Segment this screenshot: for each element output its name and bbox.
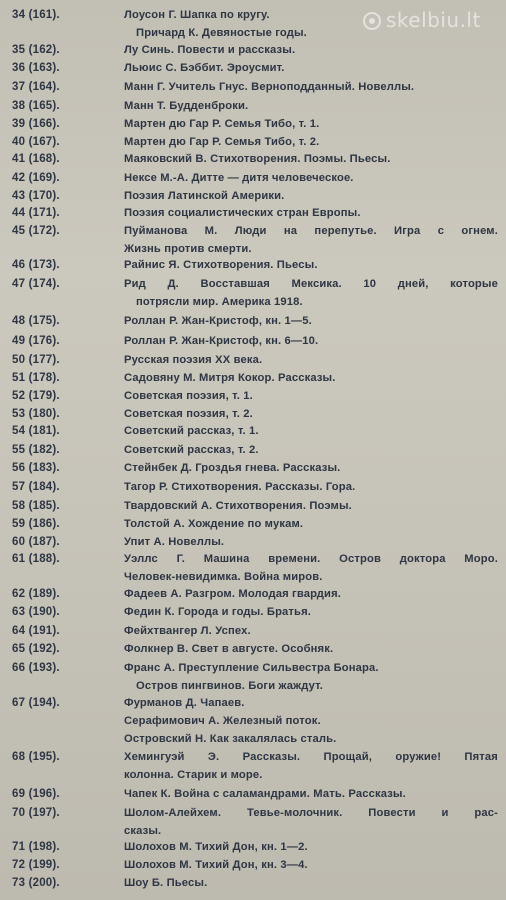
entry-line: Тагор Р. Стихотворения. Рассказы. Гора. [124, 481, 356, 493]
entry-line: Лоусон Г. Шапка по кругу. [124, 9, 270, 21]
entry-line: Пуйманова М. Люди на перепутье. Игра с огнем. [124, 225, 498, 237]
entry-line: колонна. Старик и море. [124, 769, 263, 781]
entry-number: 53 (180). [12, 408, 60, 420]
entry-line: Чапек К. Война с саламандрами. Мать. Рассказы. [124, 788, 406, 800]
entry-line: Федин К. Города и годы. Братья. [124, 606, 312, 618]
entry-text [124, 405, 498, 423]
entry-line: сказы. [124, 825, 162, 837]
entry-number: 39 (166). [12, 118, 60, 130]
entry-text [124, 332, 498, 350]
entry-number: 41 (168). [12, 153, 60, 165]
entry-line: Причард К. Девяностые годы. [136, 27, 307, 39]
entry-line: Льюис С. Бэббит. Эроусмит. [124, 62, 285, 74]
entry-line: Советская поэзия, т. 2. [124, 408, 253, 420]
entry-text [124, 422, 498, 440]
entry-number: 52 (179). [12, 390, 60, 402]
entry-number: 56 (183). [12, 462, 60, 474]
entry-number: 66 (193). [12, 662, 60, 674]
entry-line: Фадеев А. Разгром. Молодая гвардия. [124, 588, 342, 600]
entry-line: Райнис Я. Стихотворения. Пьесы. [124, 259, 318, 271]
entry-line: Поэзия Латинской Америки. [124, 190, 285, 202]
entry-line: Манн Г. Учитель Гнус. Верноподданный. Новеллы. [124, 81, 415, 93]
entry-line: Стейнбек Д. Гроздья гнева. Рассказы. [124, 462, 341, 474]
entry-number: 38 (165). [12, 100, 60, 112]
entry-number: 42 (169). [12, 172, 60, 184]
watermark [362, 8, 481, 32]
entry-number: 72 (199). [12, 859, 60, 871]
entry-text [124, 150, 498, 168]
entry-line: Манн Т. Будденброки. [124, 100, 249, 112]
watermark-text: skelbiu.lt [386, 8, 481, 32]
entry-line: Русская поэзия XX века. [124, 354, 263, 366]
entry-number: 47 (174). [12, 278, 60, 290]
entry-text [124, 804, 498, 840]
entry-number: 60 (187). [12, 536, 60, 548]
entry-text [124, 275, 498, 311]
entry-text [124, 222, 498, 258]
entry-line: Шолохов М. Тихий Дон, кн. 1—2. [124, 841, 308, 853]
entry-number: 70 (197). [12, 807, 60, 819]
entry-text [124, 622, 498, 640]
entry-line: Остров пингвинов. Боги жаждут. [136, 680, 323, 692]
entry-line: Упит А. Новеллы. [124, 536, 225, 548]
entry-line: Лу Синь. Повести и рассказы. [124, 44, 296, 56]
entry-text [124, 659, 498, 695]
entry-text [124, 838, 498, 856]
entry-number: 35 (162). [12, 44, 60, 56]
entry-line: Поэзия социалистических стран Европы. [124, 207, 361, 219]
entry-number: 64 (191). [12, 625, 60, 637]
entry-line: Роллан Р. Жан-Кристоф, кн. 6—10. [124, 335, 319, 347]
entry-number: 34 (161). [12, 9, 60, 21]
entry-number: 54 (181). [12, 425, 60, 437]
entry-text [124, 78, 498, 96]
entry-line: Шолохов М. Тихий Дон, кн. 3—4. [124, 859, 308, 871]
entry-line: Рид Д. Восставшая Мексика. 10 дней, которые [124, 278, 498, 290]
entry-text [124, 694, 498, 748]
entry-line: Фолкнер В. Свет в августе. Особняк. [124, 643, 334, 655]
entry-number: 55 (182). [12, 444, 60, 456]
entry-text [124, 603, 498, 621]
entry-text [124, 441, 498, 459]
entry-line: Нексе М.-А. Дитте — дитя человеческое. [124, 172, 354, 184]
entry-line: Советская поэзия, т. 1. [124, 390, 253, 402]
entry-line: Серафимович А. Железный поток. [124, 715, 321, 727]
entry-line: Островский Н. Как закалялась сталь. [124, 733, 337, 745]
entry-text [124, 748, 498, 784]
entry-line: Твардовский А. Стихотворения. Поэмы. [124, 500, 352, 512]
entry-line: Уэллс Г. Машина времени. Остров доктора Моро. [124, 553, 498, 565]
entry-number: 69 (196). [12, 788, 60, 800]
entry-number: 36 (163). [12, 62, 60, 74]
entry-number: 73 (200). [12, 877, 60, 889]
camera-icon [362, 11, 382, 31]
entry-text [124, 533, 498, 551]
entry-number: 61 (188). [12, 553, 60, 565]
entry-number: 57 (184). [12, 481, 60, 493]
entry-text [124, 640, 498, 658]
entry-number: 59 (186). [12, 518, 60, 530]
entry-text [124, 169, 498, 187]
entry-text [124, 478, 498, 496]
entry-line: Мартен дю Гар Р. Семья Тибо, т. 1. [124, 118, 320, 130]
entry-number: 49 (176). [12, 335, 60, 347]
entry-text [124, 369, 498, 387]
entry-text [124, 41, 498, 59]
entry-number: 71 (198). [12, 841, 60, 853]
entry-line: Шоу Б. Пьесы. [124, 877, 208, 889]
entry-line: Маяковский В. Стихотворения. Поэмы. Пьесы. [124, 153, 391, 165]
entry-number: 45 (172). [12, 225, 60, 237]
entry-text [124, 585, 498, 603]
entry-line: Толстой А. Хождение по мукам. [124, 518, 304, 530]
entry-number: 44 (171). [12, 207, 60, 219]
entry-text [124, 515, 498, 533]
entry-text [124, 59, 498, 77]
entry-line: Шолом-Алейхем. Тевье-молочник. Повести и рас- [124, 807, 498, 819]
entry-line: Хемингуэй Э. Рассказы. Прощай, оружие! Пятая [124, 751, 498, 763]
entry-number: 40 (167). [12, 136, 60, 148]
entry-line: Советский рассказ, т. 2. [124, 444, 259, 456]
entry-line: Франс А. Преступление Сильвестра Бонара. [124, 662, 379, 674]
entry-text [124, 133, 498, 151]
entry-line: Роллан Р. Жан-Кристоф, кн. 1—5. [124, 315, 312, 327]
entry-number: 51 (178). [12, 372, 60, 384]
entry-number: 37 (164). [12, 81, 60, 93]
entry-text [124, 187, 498, 205]
entry-number: 67 (194). [12, 697, 60, 709]
entry-text [124, 874, 498, 892]
entry-text [124, 550, 498, 586]
entry-line: Фейхтвангер Л. Успех. [124, 625, 251, 637]
entry-line: Жизнь против смерти. [124, 243, 252, 255]
entry-text [124, 97, 498, 115]
entry-number: 62 (189). [12, 588, 60, 600]
entry-line: потрясли мир. Америка 1918. [136, 296, 303, 308]
entry-text [124, 351, 498, 369]
entry-line: Садовяну М. Митря Кокор. Рассказы. [124, 372, 336, 384]
entry-text [124, 204, 498, 222]
entry-text [124, 497, 498, 515]
entry-number: 68 (195). [12, 751, 60, 763]
entry-number: 46 (173). [12, 259, 60, 271]
entry-number: 65 (192). [12, 643, 60, 655]
entry-number: 48 (175). [12, 315, 60, 327]
entry-text [124, 856, 498, 874]
entry-number: 43 (170). [12, 190, 60, 202]
entry-number: 50 (177). [12, 354, 60, 366]
entry-line: Человек-невидимка. Война миров. [124, 571, 323, 583]
entry-number: 63 (190). [12, 606, 60, 618]
entry-text [124, 256, 498, 274]
entry-number: 58 (185). [12, 500, 60, 512]
entry-line: Фурманов Д. Чапаев. [124, 697, 245, 709]
entry-line: Советский рассказ, т. 1. [124, 425, 259, 437]
entry-text [124, 312, 498, 330]
entry-text [124, 459, 498, 477]
entry-text [124, 785, 498, 803]
entry-text [124, 115, 498, 133]
entry-text [124, 387, 498, 405]
entry-line: Мартен дю Гар Р. Семья Тибо, т. 2. [124, 136, 320, 148]
